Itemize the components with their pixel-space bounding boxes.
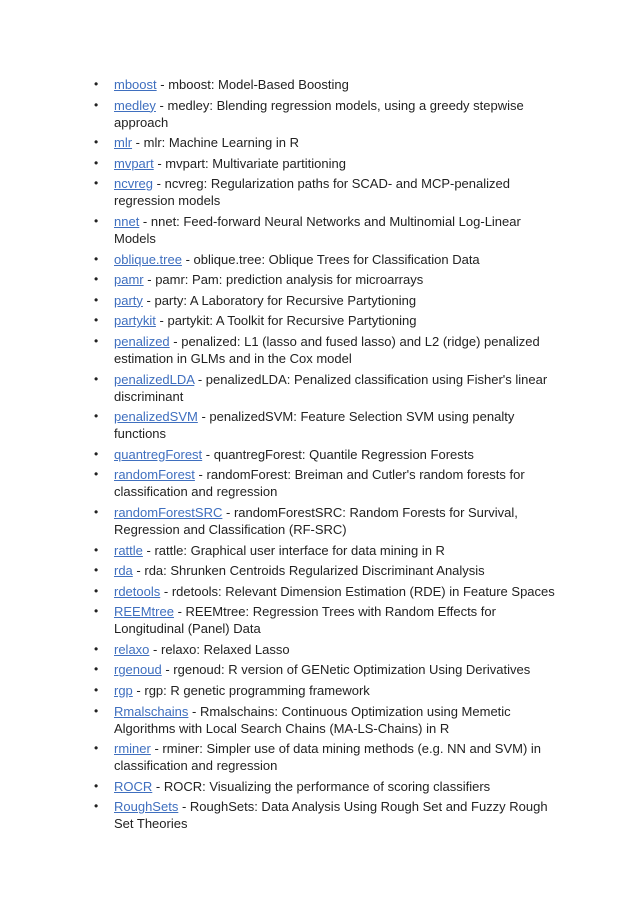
package-link[interactable]: rgenoud	[114, 662, 162, 678]
package-link[interactable]: relaxo	[114, 641, 150, 657]
list-item	[94, 312, 564, 329]
package-link[interactable]: penalized	[114, 333, 170, 349]
list-item	[94, 703, 564, 737]
list-item	[94, 641, 564, 658]
package-description: rminer: Simpler use of data mining methods (e.g. NN and SVM) in classification and regression	[114, 741, 542, 774]
list-item	[94, 371, 564, 405]
package-link[interactable]: randomForestSRC	[114, 504, 223, 520]
package-link[interactable]: nnet	[114, 213, 140, 229]
list-item	[94, 76, 564, 93]
package-link[interactable]: ROCR	[114, 778, 153, 794]
list-item	[94, 504, 564, 538]
bullet-icon: •	[94, 641, 99, 656]
separator: -	[155, 97, 168, 113]
bullet-icon: •	[94, 292, 99, 307]
package-description: pamr: Pam: prediction analysis for microarrays	[155, 272, 424, 288]
separator: -	[188, 703, 200, 719]
list-item	[94, 446, 564, 463]
separator: -	[152, 778, 164, 794]
list-item	[94, 213, 564, 247]
package-link[interactable]: RoughSets	[114, 799, 179, 815]
package-link[interactable]: rda	[114, 563, 133, 579]
package-description: rda: Shrunken Centroids Regularized Discriminant Analysis	[144, 563, 485, 579]
package-description: mlr: Machine Learning in R	[143, 135, 299, 151]
package-link[interactable]: partykit	[114, 313, 156, 329]
package-link[interactable]: Rmalschains	[114, 703, 189, 719]
list-item	[94, 682, 564, 699]
package-description: randomForestSRC: Random Forests for Survival, Regression and Classification (RF-SRC)	[114, 504, 518, 537]
package-link[interactable]: rgp	[114, 683, 133, 699]
package-link[interactable]: mlr	[114, 135, 133, 151]
package-link[interactable]: penalizedLDA	[114, 371, 195, 387]
bullet-icon: •	[94, 683, 99, 698]
separator: -	[142, 542, 155, 558]
separator: -	[160, 583, 172, 599]
separator: -	[143, 272, 156, 288]
package-description: mboost: Model-Based Boosting	[168, 77, 349, 92]
separator: -	[153, 155, 166, 171]
separator: -	[132, 563, 145, 579]
separator: -	[178, 799, 190, 815]
bullet-icon: •	[94, 446, 99, 461]
package-link[interactable]: mboost	[114, 77, 157, 92]
list-item	[94, 271, 564, 288]
list-item	[94, 778, 564, 795]
list-item	[94, 466, 564, 500]
list-item	[94, 333, 564, 367]
bullet-icon: •	[94, 662, 99, 677]
package-description: partykit: A Toolkit for Recursive Partytioning	[167, 313, 417, 329]
bullet-icon: •	[94, 563, 99, 578]
separator: -	[132, 135, 144, 151]
list-item	[94, 798, 564, 832]
package-description: rattle: Graphical user interface for data mining in R	[154, 542, 445, 558]
package-description: penalizedLDA: Penalized classification using Fisher's linear discriminant	[114, 371, 548, 404]
list-item	[94, 134, 564, 151]
separator: -	[169, 333, 182, 349]
package-link[interactable]: quantregForest	[114, 446, 203, 462]
list-item	[94, 292, 564, 309]
bullet-icon: •	[94, 778, 99, 793]
bullet-icon: •	[94, 542, 99, 557]
bullet-icon: •	[94, 799, 99, 814]
bullet-icon: •	[94, 583, 99, 598]
list-item	[94, 408, 564, 442]
bullet-icon: •	[94, 272, 99, 287]
bullet-icon: •	[94, 313, 99, 328]
separator: -	[222, 504, 234, 520]
package-description: ROCR: Visualizing the performance of scoring classifiers	[163, 778, 491, 794]
package-description: penalized: L1 (lasso and fused lasso) and L2 (ridge) penalized estimation in GLMs and in the Cox model	[114, 333, 540, 366]
package-link[interactable]: REEMtree	[114, 604, 174, 620]
separator: -	[142, 292, 155, 308]
package-link[interactable]: rattle	[114, 542, 143, 558]
separator: -	[155, 313, 168, 329]
bullet-icon: •	[94, 604, 99, 619]
package-link[interactable]: penalizedSVM	[114, 409, 198, 425]
package-description: nnet: Feed-forward Neural Networks and Multinomial Log-Linear Models	[114, 213, 521, 246]
package-description: party: A Laboratory for Recursive Partytioning	[154, 292, 417, 308]
list-item	[94, 603, 564, 637]
package-link[interactable]: mvpart	[114, 155, 154, 171]
separator: -	[181, 251, 194, 267]
separator: -	[173, 604, 186, 620]
bullet-icon: •	[94, 77, 99, 91]
list-item	[94, 740, 564, 774]
bullet-icon: •	[94, 371, 99, 386]
list-item	[94, 175, 564, 209]
package-description: ncvreg: Regularization paths for SCAD- and MCP-penalized regression models	[114, 176, 510, 209]
separator: -	[149, 641, 161, 657]
package-link[interactable]: rdetools	[114, 583, 161, 599]
package-description: quantregForest: Quantile Regression Forests	[213, 446, 474, 462]
package-link[interactable]: ncvreg	[114, 176, 154, 192]
list-item	[94, 661, 564, 678]
package-description: mvpart: Multivariate partitioning	[165, 155, 346, 171]
list-item	[94, 97, 564, 131]
package-description: randomForest: Breiman and Cutler's random forests for classification and regression	[114, 467, 525, 500]
list-item	[94, 583, 564, 600]
package-link[interactable]: pamr	[114, 272, 144, 288]
separator: -	[161, 662, 174, 678]
package-description: rdetools: Relevant Dimension Estimation (RDE) in Feature Spaces	[171, 583, 555, 599]
bullet-icon: •	[94, 741, 99, 756]
package-link[interactable]: oblique.tree	[114, 251, 182, 267]
package-description: Rmalschains: Continuous Optimization using Memetic Algorithms with Local Search Chains (MA-LS-Chains) in R	[114, 703, 511, 736]
package-description: oblique.tree: Oblique Trees for Classification Data	[193, 251, 480, 267]
bullet-icon: •	[94, 504, 99, 519]
bullet-icon: •	[94, 213, 99, 228]
bullet-icon: •	[94, 135, 99, 150]
separator: -	[150, 741, 163, 757]
package-list	[94, 76, 564, 836]
package-link[interactable]: party	[114, 292, 143, 308]
separator: -	[194, 467, 207, 483]
list-item	[94, 562, 564, 579]
list-item	[94, 155, 564, 172]
package-link[interactable]: randomForest	[114, 467, 195, 483]
bullet-icon: •	[94, 703, 99, 718]
package-description: RoughSets: Data Analysis Using Rough Set and Fuzzy Rough Set Theories	[114, 799, 548, 832]
separator: -	[153, 176, 165, 192]
bullet-icon: •	[94, 155, 99, 170]
package-description: penalizedSVM: Feature Selection SVM using penalty functions	[114, 409, 515, 442]
package-description: rgp: R genetic programming framework	[144, 683, 370, 699]
bullet-icon: •	[94, 333, 99, 348]
bullet-icon: •	[94, 409, 99, 424]
list-item	[94, 251, 564, 268]
separator: -	[194, 371, 206, 387]
list-item	[94, 542, 564, 559]
package-description: medley: Blending regression models, using a greedy stepwise approach	[114, 97, 524, 130]
package-description: REEMtree: Regression Trees with Random Effects for Longitudinal (Panel) Data	[114, 604, 496, 637]
separator: -	[156, 77, 169, 92]
bullet-icon: •	[94, 467, 99, 482]
bullet-icon: •	[94, 97, 99, 112]
separator: -	[132, 683, 145, 699]
package-link[interactable]: medley	[114, 97, 156, 113]
separator: -	[139, 213, 151, 229]
separator: -	[197, 409, 210, 425]
bullet-icon: •	[94, 176, 99, 191]
bullet-icon: •	[94, 251, 99, 266]
separator: -	[202, 446, 214, 462]
package-link[interactable]: rminer	[114, 741, 151, 757]
package-description: rgenoud: R version of GENetic Optimization Using Derivatives	[173, 662, 531, 678]
package-description: relaxo: Relaxed Lasso	[160, 641, 290, 657]
